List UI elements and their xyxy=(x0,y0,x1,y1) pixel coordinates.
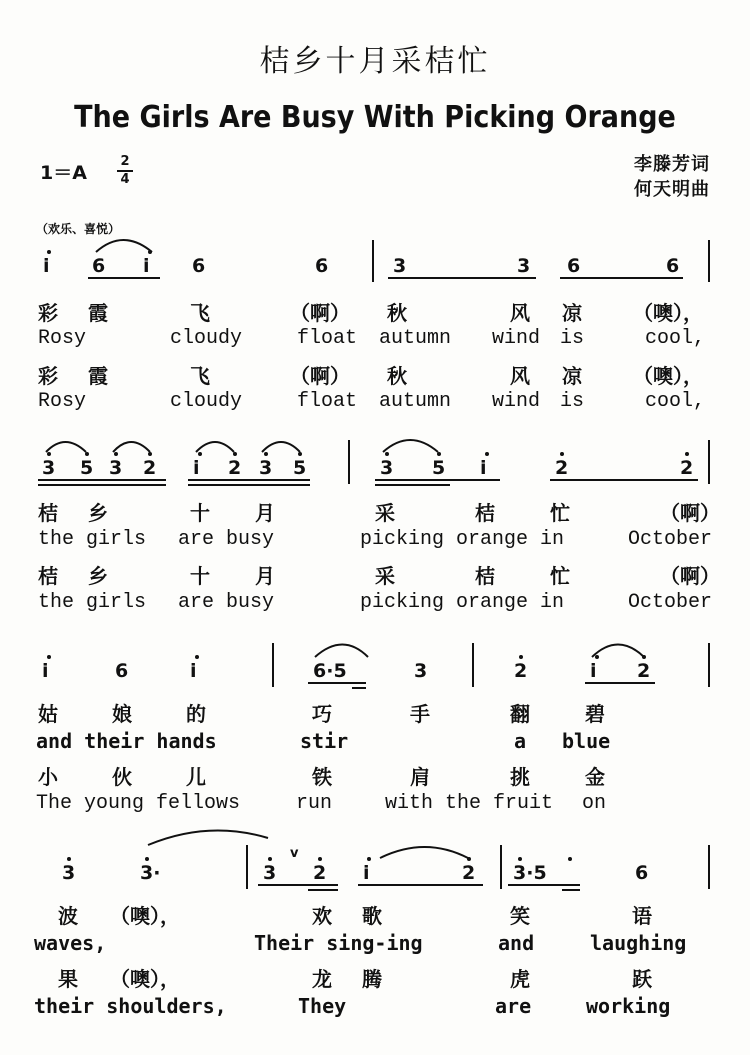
lyric-cn: 语 xyxy=(632,904,652,928)
lyric-en: the girls xyxy=(38,591,147,614)
note: 6 xyxy=(92,255,106,277)
song-title-english: The Girls Are Busy With Picking Orange xyxy=(74,100,676,135)
note: 5 xyxy=(293,457,307,479)
lyric-cn: 娘 xyxy=(112,702,132,726)
note: 5 xyxy=(80,457,94,479)
lyric-en: run xyxy=(296,792,333,815)
lyric-cn: 笑 xyxy=(510,904,530,928)
slur xyxy=(315,645,368,658)
note: 2 xyxy=(680,457,694,479)
lyric-en: cloudy xyxy=(170,327,243,350)
lyric-cn: 采 xyxy=(375,501,395,525)
lyric-cn: 桔 xyxy=(475,501,495,525)
lyric-cn: 霞 xyxy=(88,301,108,325)
lyric-cn: 秋 xyxy=(387,364,407,388)
lyric-en: laughing xyxy=(590,931,687,955)
note: i xyxy=(42,660,49,682)
tempo-marking: （欢乐、喜悦） xyxy=(36,222,121,236)
slur xyxy=(383,440,438,452)
lyric-cn: 风 xyxy=(510,364,530,388)
note: 2 xyxy=(555,457,569,479)
note: 6 xyxy=(635,862,649,884)
note: 3 xyxy=(414,660,428,682)
note: i xyxy=(363,862,370,884)
key-signature: 1＝A xyxy=(40,162,87,184)
lyric-en: October xyxy=(628,528,713,551)
lyric-en: on xyxy=(582,792,607,815)
slur xyxy=(196,442,234,452)
lyric-en: wind xyxy=(492,327,541,350)
lyric-cn: 金 xyxy=(585,765,605,789)
lyric-cn: 彩 xyxy=(38,301,58,325)
lyric-en: cool, xyxy=(645,327,706,350)
lyric-cn: 月 xyxy=(255,501,275,525)
lyric-en: Rosy xyxy=(38,390,87,413)
lyric-cn: （啊） xyxy=(660,501,720,525)
lyric-en: autumn xyxy=(379,327,452,350)
lyric-cn: 小 xyxy=(38,765,58,789)
lyric-cn: 巧 xyxy=(312,702,332,726)
lyric-en: wind xyxy=(492,390,541,413)
lyric-cn: 跃 xyxy=(632,967,652,991)
lyric-cn: 的 xyxy=(186,702,206,726)
slur xyxy=(380,847,468,858)
lyric-en: cloudy xyxy=(170,390,243,413)
lyric-en: float xyxy=(297,390,358,413)
note: 6 xyxy=(666,255,680,277)
lyric-cn: 翻 xyxy=(510,702,530,726)
lyric-en: autumn xyxy=(379,390,452,413)
composer-credit: 何天明曲 xyxy=(634,179,710,200)
lyric-en: Rosy xyxy=(38,327,87,350)
note: 2 xyxy=(313,862,327,884)
lyric-en: working xyxy=(586,994,671,1018)
lyric-en: and their hands xyxy=(36,729,217,753)
lyric-en: the girls xyxy=(38,528,147,551)
lyric-cn: 飞 xyxy=(190,301,210,325)
note: 3· xyxy=(140,862,161,884)
lyric-cn: 波 xyxy=(58,904,78,928)
lyric-en: and xyxy=(498,931,535,955)
lyric-en: float xyxy=(297,327,358,350)
lyric-cn: 乡 xyxy=(88,501,108,525)
song-title-chinese: 桔乡十月采桔忙 xyxy=(259,44,491,79)
note: 3 xyxy=(517,255,531,277)
lyric-cn: 桔 xyxy=(475,564,495,588)
note: 3 xyxy=(42,457,56,479)
note: i xyxy=(193,457,200,479)
lyric-cn: 龙 xyxy=(312,967,332,991)
lyric-cn: 铁 xyxy=(312,765,332,789)
lyric-cn: 凉 xyxy=(562,364,582,388)
lyric-en: stir xyxy=(300,729,349,753)
lyric-en: Their sing-ing xyxy=(254,931,423,955)
lyric-cn: 彩 xyxy=(38,364,58,388)
breath-mark: v xyxy=(290,846,299,861)
time-signature-numerator: 2 xyxy=(120,154,130,169)
note: 3 xyxy=(380,457,394,479)
lyric-en: They xyxy=(298,994,347,1018)
lyric-en: a xyxy=(514,729,527,753)
lyric-en: their shoulders, xyxy=(34,994,227,1018)
lyric-cn: （噢）， xyxy=(110,904,180,928)
lyric-cn: （噢）， xyxy=(110,967,180,991)
lyric-cn: 风 xyxy=(510,301,530,325)
lyric-cn: 腾 xyxy=(362,967,382,991)
lyric-cn: 歌 xyxy=(362,904,382,928)
note: 6 xyxy=(115,660,129,682)
note: 3 xyxy=(109,457,123,479)
lyric-cn: 月 xyxy=(255,564,275,588)
lyric-cn: 姑 xyxy=(38,702,58,726)
lyric-en: picking orange in xyxy=(360,528,565,551)
lyric-en: blue xyxy=(562,729,611,753)
note: i xyxy=(190,660,197,682)
lyric-cn: 伙 xyxy=(112,765,132,789)
lyric-cn: 欢 xyxy=(312,904,332,928)
lyric-cn: 忙 xyxy=(550,501,570,525)
lyric-cn: （啊） xyxy=(660,564,720,588)
slur xyxy=(592,645,644,658)
slur xyxy=(113,442,150,452)
note: 3 xyxy=(62,862,76,884)
slur xyxy=(96,240,152,252)
note: 2 xyxy=(514,660,528,682)
slur xyxy=(262,442,300,452)
note: 3 xyxy=(259,457,273,479)
note: i xyxy=(43,255,50,277)
lyric-cn: 凉 xyxy=(562,301,582,325)
lyric-en: is xyxy=(560,327,585,350)
note: i xyxy=(480,457,487,479)
slur xyxy=(46,442,86,452)
note: 2 xyxy=(228,457,242,479)
lyric-cn: 挑 xyxy=(510,765,530,789)
lyric-cn: 虎 xyxy=(510,967,530,991)
note: i xyxy=(143,255,150,277)
note: 2 xyxy=(462,862,476,884)
lyric-cn: 十 xyxy=(190,501,210,525)
lyric-cn: 采 xyxy=(375,564,395,588)
lyric-cn: 十 xyxy=(190,564,210,588)
note: 6·5 xyxy=(313,660,347,682)
lyric-cn: 秋 xyxy=(387,301,407,325)
lyric-cn: 儿 xyxy=(186,765,206,789)
lyric-cn: 忙 xyxy=(550,564,570,588)
note: i xyxy=(590,660,597,682)
lyric-cn: 桔 xyxy=(38,501,58,525)
note: 5 xyxy=(432,457,446,479)
lyric-cn: （噢）， xyxy=(633,301,703,325)
lyric-en: October xyxy=(628,591,713,614)
time-signature-denominator: 4 xyxy=(120,172,130,187)
lyric-en: waves, xyxy=(34,931,107,955)
note: 2 xyxy=(143,457,157,479)
lyric-cn: 肩 xyxy=(410,765,430,789)
note: 3 xyxy=(393,255,407,277)
lyric-cn: 乡 xyxy=(88,564,108,588)
note: 6 xyxy=(192,255,206,277)
lyric-cn: 手 xyxy=(410,702,430,726)
lyric-en: cool, xyxy=(645,390,706,413)
note: 3·5 xyxy=(513,862,547,884)
lyric-en: is xyxy=(560,390,585,413)
slur xyxy=(148,830,268,845)
lyric-en: are busy xyxy=(178,528,275,551)
lyric-cn: 果 xyxy=(58,967,78,991)
lyric-cn: 飞 xyxy=(190,364,210,388)
lyric-cn: 霞 xyxy=(88,364,108,388)
lyric-cn: （啊） xyxy=(290,364,350,388)
lyric-cn: （噢）， xyxy=(633,364,703,388)
lyric-cn: 碧 xyxy=(585,702,605,726)
note: 2 xyxy=(637,660,651,682)
lyric-en: are busy xyxy=(178,591,275,614)
lyric-cn: 桔 xyxy=(38,564,58,588)
note: 6 xyxy=(567,255,581,277)
lyric-cn: （啊） xyxy=(290,301,350,325)
lyric-en: The young fellows xyxy=(36,792,241,815)
lyricist-credit: 李滕芳词 xyxy=(634,154,710,175)
lyric-en: picking orange in xyxy=(360,591,565,614)
lyric-en: are xyxy=(495,994,532,1018)
lyric-en: with the fruit xyxy=(385,792,554,815)
note: 6 xyxy=(315,255,329,277)
note: 3 xyxy=(263,862,277,884)
